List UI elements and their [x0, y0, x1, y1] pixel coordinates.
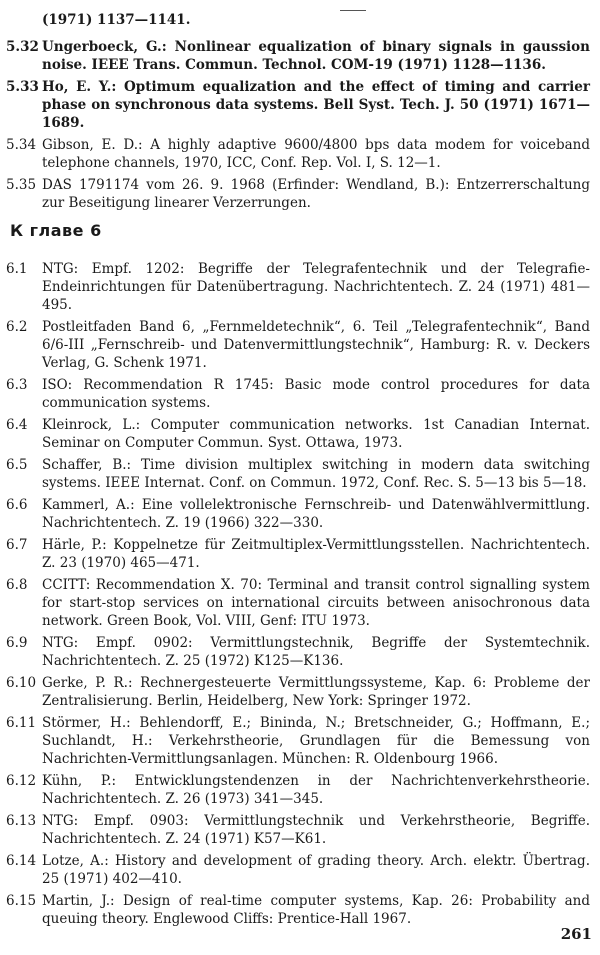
reference-number: 6.3: [6, 377, 28, 393]
reference-text: Schaffer, B.: Time division multiplex switching in modern data switching systems. IEEE Internat. Conf. on Commun. 1972, Conf. Rec. S. 5—13 bis 5—18.: [42, 457, 590, 491]
reference-number: 6.9: [6, 635, 28, 651]
reference-number: 6.4: [6, 417, 28, 433]
reference-number: 6.1: [6, 261, 28, 277]
reference-item: [6, 536, 590, 572]
reference-item: [6, 812, 590, 848]
reference-text: Gibson, E. D.: A highly adaptive 9600/4800 bps data modem for voiceband telephone channels, 1970, ICC, Conf. Rep. Vol. I, S. 12—1.: [42, 137, 590, 171]
header-mark: [340, 10, 366, 11]
reference-number: 6.11: [6, 715, 37, 731]
reference-item: [6, 38, 590, 74]
reference-text: NTG: Empf. 0902: Vermittlungstechnik, Begriffe der Systemtechnik. Nachrichtentech. Z. 25 (1972) K125—K136.: [42, 635, 590, 669]
reference-number: 6.5: [6, 457, 28, 473]
reference-text: NTG: Empf. 1202: Begriffe der Telegrafentechnik und der Telegrafie-Endeinrichtungen für Datenübertragung. Nachrichtentech. Z. 24 (1971) 481—495.: [42, 261, 590, 313]
reference-number: 6.6: [6, 497, 28, 513]
reference-number: 6.10: [6, 675, 37, 691]
reference-number: 6.7: [6, 537, 28, 553]
reference-item: [6, 78, 590, 132]
reference-item: [6, 376, 590, 412]
reference-item: [6, 260, 590, 314]
reference-text: Härle, P.: Koppelnetze für Zeitmultiplex-Vermittlungsstellen. Nachrichtentech. Z. 23 (1970) 465—471.: [42, 537, 590, 571]
reference-item: [6, 416, 590, 452]
reference-item: [6, 634, 590, 670]
chapter-heading: К главе 6: [10, 221, 102, 240]
reference-text: ISO: Recommendation R 1745: Basic mode control procedures for data communication systems.: [42, 377, 590, 411]
reference-text: Kammerl, A.: Eine vollelektronische Fernschreib- und Datenwählvermittlung. Nachrichtentech. Z. 19 (1966) 322—330.: [42, 497, 590, 531]
reference-item: [6, 576, 590, 630]
reference-text: Kühn, P.: Entwicklungstendenzen in der Nachrichtenverkehrstheorie. Nachrichtentech. Z. 26 (1973) 341—345.: [42, 773, 590, 807]
continued-reference: (1971) 1137—1141.: [42, 12, 191, 28]
reference-text: CCITT: Recommendation X. 70: Terminal and transit control signalling system for start-stop services on international circuits between anisochronous data network. Green Book, Vol. VIII, Genf: ITU 1973.: [42, 577, 590, 629]
reference-list-chapter-6: [6, 260, 590, 932]
reference-number: 5.34: [6, 137, 37, 153]
reference-text: Ungerboeck, G.: Nonlinear equalization of binary signals in gaussion noise. IEEE Trans. Commun. Technol. COM-19 (1971) 1128—1136.: [42, 39, 590, 73]
reference-number: 6.15: [6, 893, 37, 909]
reference-text: Martin, J.: Design of real-time computer systems, Kap. 26: Probability and queuing theory. Englewood Cliffs: Prentice-Hall 1967.: [42, 893, 590, 927]
reference-text: Lotze, A.: History and development of grading theory. Arch. elektr. Übertrag. 25 (1971) 402—410.: [42, 853, 590, 887]
reference-number: 6.12: [6, 773, 37, 789]
reference-text: Ho, E. Y.: Optimum equalization and the effect of timing and carrier phase on synchronous data systems. Bell Syst. Tech. J. 50 (1971) 1671—1689.: [42, 79, 590, 131]
reference-item: [6, 136, 590, 172]
reference-text: NTG: Empf. 0903: Vermittlungstechnik und Verkehrstheorie, Begriffe. Nachrichtentech. Z. 24 (1971) K57—K61.: [42, 813, 590, 847]
reference-text: Postleitfaden Band 6, „Fernmeldetechnik“, 6. Teil „Telegrafentechnik“, Band 6/6-III „Fernschreib- und Datenvermittlungstechnik“, Hamburg: R. v. Deckers Verlag, G. Schenk 1971.: [42, 319, 590, 371]
reference-item: [6, 496, 590, 532]
reference-item: [6, 456, 590, 492]
reference-item: [6, 318, 590, 372]
reference-number: 6.2: [6, 319, 28, 335]
reference-item: [6, 714, 590, 768]
reference-number: 6.13: [6, 813, 37, 829]
reference-text: DAS 1791174 vom 26. 9. 1968 (Erfinder: Wendland, B.): Entzerrerschaltung zur Beseitigung linearer Verzerrungen.: [42, 177, 590, 211]
reference-list-chapter-5: [6, 38, 590, 216]
reference-number: 6.8: [6, 577, 28, 593]
reference-number: 5.33: [6, 79, 39, 95]
reference-number: 6.14: [6, 853, 37, 869]
reference-item: [6, 852, 590, 888]
reference-item: [6, 176, 590, 212]
reference-number: 5.35: [6, 177, 37, 193]
reference-text: Kleinrock, L.: Computer communication networks. 1st Canadian Internat. Seminar on Computer Commun. Syst. Ottawa, 1973.: [42, 417, 590, 451]
reference-item: [6, 674, 590, 710]
reference-item: [6, 892, 590, 928]
reference-item: [6, 772, 590, 808]
reference-number: 5.32: [6, 39, 39, 55]
reference-text: Störmer, H.: Behlendorff, E.; Bininda, N.; Bretschneider, G.; Hoffmann, E.; Suchlandt, H.: Verkehrstheorie, Grundlagen für die Bemessung von Nachrichten-Vermittlungsanlagen. München: R. Oldenbourg 1966.: [42, 715, 590, 767]
page-number: 261: [560, 925, 592, 943]
reference-text: Gerke, P. R.: Rechnergesteuerte Vermittlungssysteme, Kap. 6: Probleme der Zentralisierung. Berlin, Heidelberg, New York: Springer 1972.: [42, 675, 590, 709]
